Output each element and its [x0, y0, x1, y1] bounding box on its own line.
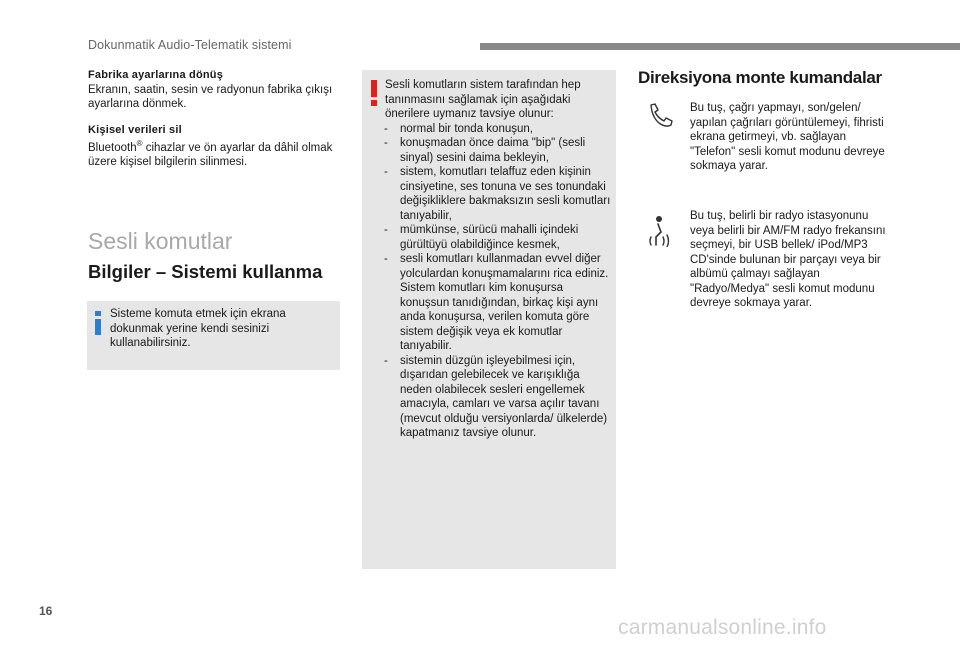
warning-box: [362, 70, 616, 569]
steering-controls-title: Direksiyona monte kumandalar: [638, 68, 882, 87]
list-item: - mümkünse, sürücü mahalli içindeki gürültüyü olabildiğince kesmek,: [384, 224, 579, 251]
phone-icon: [646, 102, 676, 128]
section-subtitle: Bilgiler – Sistemi kullanma: [88, 261, 323, 282]
warning-icon: [369, 80, 379, 106]
info-icon: [93, 311, 103, 335]
list-item: - sistem, komutları telaffuz eden kişinin cinsiyetine, ses tonuna ve ses tonundaki değişikliklere bakmaksızın sesli komutları tanıyabilir,: [384, 166, 611, 222]
registered-mark: ®: [136, 139, 143, 148]
header-bar: [480, 43, 960, 50]
list-item: - normal bir tonda konuşun,: [384, 122, 533, 135]
factory-reset-block: [88, 68, 338, 112]
page-number: 16: [39, 604, 53, 618]
watermark: carmanualsonline.info: [618, 616, 827, 639]
warning-list: [385, 122, 613, 441]
factory-reset-text: Ekranın, saatin, sesin ve radyonun fabrika çıkışı ayarlarına dönmek.: [88, 83, 333, 110]
list-item-text: sesli komutları kullanmadan evvel diğer yolculardan konuşmamalarını rica ediniz. Sistem komutları kim konuşursa konuşsun tanıdığından, birkaç kişi aynı anda konuşursa, verilen komuta göre sistem değişik veya ek komutlar tanıyabilir.: [400, 253, 609, 352]
personal-data-block: [88, 123, 338, 170]
list-item-text: konuşmadan önce daima "bip" (sesli sinyal) sesini daima bekleyin,: [400, 137, 586, 164]
voice-command-description: Bu tuş, belirli bir radyo istasyonunu veya belirli bir AM/FM radyo frekansını seçmeyi, bir USB bellek/ iPod/MP3 CD'sinde bulunan bir parçayı veya bir albümü çalmayı sağlayan "Radyo/Medya" sesli komut modunu devreye sokmaya yarar.: [690, 210, 886, 309]
list-item: - sistemin düzgün işleyebilmesi için, dışarıdan gelebilecek ve karışıklığa neden olabilecek sesleri engellemek amacıyla, camları ve varsa açılır tavanı (mevcut olduğu versiyonlarda/ ülkelerde) kapatmanız tavsiye olunur.: [384, 354, 608, 439]
factory-reset-heading: Fabrika ayarlarına dönüş: [88, 69, 224, 81]
list-item-text: mümkünse, sürücü mahalli içindeki gürültüyü olabildiğince kesmek,: [400, 224, 579, 251]
bluetooth-label: Bluetooth: [88, 141, 137, 154]
info-box: [87, 301, 340, 370]
info-text: Sisteme komuta etmek için ekrana dokunmak yerine kendi sesinizi kullanabilirsiniz.: [110, 308, 286, 349]
list-item: - sesli komutları kullanmadan evvel diğer yolculardan konuşmamalarını rica ediniz. Sistem komutları kim konuşursa konuşsun tanıdığından, birkaç kişi aynı anda konuşursa, verilen komuta göre sistem değişik veya ek komutlar tanıyabilir.: [384, 253, 609, 352]
warning-text: [385, 78, 613, 441]
list-item: - konuşmadan önce daima "bip" (sesli sinyal) sesini daima bekleyin,: [384, 137, 586, 164]
list-item-text: sistem, komutları telaffuz eden kişinin cinsiyetine, ses tonuna ve ses tonundaki değişikliklere bakmaksızın sesli komutları tanıyabilir,: [400, 166, 611, 222]
personal-data-heading: Kişisel verileri sil: [88, 123, 182, 136]
personal-data-text: [88, 137, 338, 170]
warning-intro: Sesli komutların sistem tarafından hep tanınmasını sağlamak için aşağıdaki önerilere uymanız tavsiye olunur:: [385, 79, 581, 120]
running-header: Dokunmatik Audio-Telematik sistemi: [88, 38, 292, 52]
list-item-text: normal bir tonda konuşun,: [400, 122, 533, 135]
voice-command-icon: [648, 215, 674, 247]
section-title: Sesli komutlar: [88, 228, 233, 254]
personal-data-description: cihazlar ve ön ayarlar da dâhil olmak üzere kişisel bilgilerin silinmesi.: [88, 141, 333, 169]
phone-description: Bu tuş, çağrı yapmayı, son/gelen/ yapılan çağrıları görüntülemeyi, fihristi ekrana getirmeyi, vb. sağlayan "Telefon" sesli komut modunu devreye sokmaya yarar.: [690, 102, 885, 172]
left-column: [88, 68, 338, 181]
list-item-text: sistemin düzgün işleyebilmesi için, dışarıdan gelebilecek ve karışıklığa neden olabilecek sesleri engellemek amacıyla, camları ve varsa açılır tavanı (mevcut olduğu versiyonlarda/ ülkelerde) kapatmanız tavsiye olunur.: [400, 354, 608, 439]
